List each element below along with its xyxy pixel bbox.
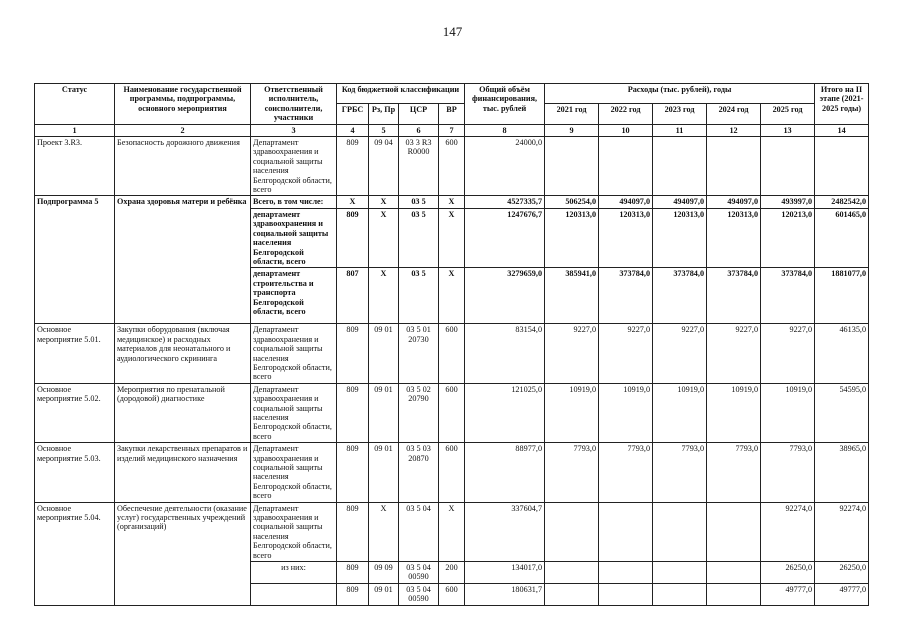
cell-total: 134017,0 bbox=[465, 562, 545, 584]
cell-2022: 10919,0 bbox=[599, 383, 653, 442]
cell-total: 4527335,7 bbox=[465, 196, 545, 208]
cell-sum: 46135,0 bbox=[815, 324, 869, 383]
cell-2021: 10919,0 bbox=[545, 383, 599, 442]
cell-status: Подпрограмма 5 bbox=[35, 196, 115, 324]
cell-grbs: 807 bbox=[337, 268, 369, 324]
cell-vr: Х bbox=[439, 196, 465, 208]
header-2021: 2021 год bbox=[545, 104, 599, 124]
cell-vr: 600 bbox=[439, 443, 465, 502]
cell-2025: 7793,0 bbox=[761, 443, 815, 502]
cell-executor: Департамент здравоохранения и социальной защиты населения Белгородской области, всего bbox=[251, 137, 337, 196]
cell-2021 bbox=[545, 502, 599, 561]
cell-2023: 494097,0 bbox=[653, 196, 707, 208]
cell-rzpr: 09 01 bbox=[369, 324, 399, 383]
cell-rzpr: 09 01 bbox=[369, 583, 399, 605]
table-row-activity-5-01 bbox=[35, 324, 869, 383]
column-number-row bbox=[35, 124, 869, 136]
table-row-activity-5-03 bbox=[35, 443, 869, 502]
cell-name: Закупки лекарственных препаратов и изделий медицинского назначения bbox=[115, 443, 251, 502]
header-rzpr: Рз, Пр bbox=[369, 104, 399, 124]
cell-status: Основное мероприятие 5.01. bbox=[35, 324, 115, 383]
cell-2022: 7793,0 bbox=[599, 443, 653, 502]
cell-vr: 600 bbox=[439, 324, 465, 383]
cell-name: Мероприятия по пренатальной (дородовой) диагностике bbox=[115, 383, 251, 442]
page-number: 147 bbox=[442, 24, 463, 39]
cell-2024 bbox=[707, 502, 761, 561]
cell-2021 bbox=[545, 137, 599, 196]
cell-2023: 9227,0 bbox=[653, 324, 707, 383]
column-number: 9 bbox=[545, 124, 599, 136]
column-number: 11 bbox=[653, 124, 707, 136]
cell-vr: 200 bbox=[439, 562, 465, 584]
cell-2024: 120313,0 bbox=[707, 208, 761, 267]
cell-2021 bbox=[545, 562, 599, 584]
cell-2021: 9227,0 bbox=[545, 324, 599, 383]
cell-name: Охрана здоровья матери и ребёнка bbox=[115, 196, 251, 324]
cell-2025: 120213,0 bbox=[761, 208, 815, 267]
cell-status: Основное мероприятие 5.03. bbox=[35, 443, 115, 502]
cell-vr: Х bbox=[439, 268, 465, 324]
cell-total: 337604,7 bbox=[465, 502, 545, 561]
cell-sum: 92274,0 bbox=[815, 502, 869, 561]
cell-executor: департамент здравоохранения и социальной защиты населения Белгородской области, всего bbox=[251, 208, 337, 267]
cell-2021: 7793,0 bbox=[545, 443, 599, 502]
cell-csr: 03 5 bbox=[399, 196, 439, 208]
cell-csr: 03 5 04 bbox=[399, 502, 439, 561]
cell-csr: 03 5 bbox=[399, 268, 439, 324]
cell-2024: 10919,0 bbox=[707, 383, 761, 442]
cell-csr: 03 5 02 20790 bbox=[399, 383, 439, 442]
cell-rzpr: 09 09 bbox=[369, 562, 399, 584]
cell-2025: 26250,0 bbox=[761, 562, 815, 584]
cell-2023 bbox=[653, 502, 707, 561]
column-number: 3 bbox=[251, 124, 337, 136]
cell-2024: 7793,0 bbox=[707, 443, 761, 502]
cell-total: 1247676,7 bbox=[465, 208, 545, 267]
table-row-activity-5-02 bbox=[35, 383, 869, 442]
cell-vr: Х bbox=[439, 502, 465, 561]
header-total-stage: Итого на II этапе (2021-2025 годы) bbox=[815, 84, 869, 125]
cell-name: Обеспечение деятельности (оказание услуг) государственных учреждений (организаций) bbox=[115, 502, 251, 605]
cell-2023 bbox=[653, 137, 707, 196]
cell-sum: 2482542,0 bbox=[815, 196, 869, 208]
cell-2024: 494097,0 bbox=[707, 196, 761, 208]
cell-rzpr: 09 01 bbox=[369, 383, 399, 442]
cell-sum: 54595,0 bbox=[815, 383, 869, 442]
cell-grbs: 809 bbox=[337, 443, 369, 502]
cell-2022 bbox=[599, 583, 653, 605]
header-budget-code: Код бюджетной классификации bbox=[337, 84, 465, 104]
cell-status: Основное мероприятие 5.02. bbox=[35, 383, 115, 442]
cell-vr: 600 bbox=[439, 583, 465, 605]
cell-2025: 9227,0 bbox=[761, 324, 815, 383]
cell-csr: 03 5 04 00590 bbox=[399, 583, 439, 605]
header-row-1 bbox=[35, 84, 869, 104]
cell-grbs: 809 bbox=[337, 137, 369, 196]
cell-executor: из них: bbox=[251, 562, 337, 584]
cell-2022: 373784,0 bbox=[599, 268, 653, 324]
column-number: 8 bbox=[465, 124, 545, 136]
cell-sum: 26250,0 bbox=[815, 562, 869, 584]
cell-total: 24000,0 bbox=[465, 137, 545, 196]
cell-csr: 03 5 03 20870 bbox=[399, 443, 439, 502]
cell-vr: 600 bbox=[439, 383, 465, 442]
cell-2023 bbox=[653, 583, 707, 605]
header-vr: ВР bbox=[439, 104, 465, 124]
cell-rzpr: Х bbox=[369, 196, 399, 208]
column-number: 14 bbox=[815, 124, 869, 136]
column-number: 2 bbox=[115, 124, 251, 136]
cell-grbs: 809 bbox=[337, 502, 369, 561]
cell-name: Закупки оборудования (включая медицинское) и расходных материалов для неонатального и аудиологического скрининга bbox=[115, 324, 251, 383]
cell-executor: Департамент здравоохранения и социальной защиты населения Белгородской области, всего bbox=[251, 324, 337, 383]
cell-2025: 92274,0 bbox=[761, 502, 815, 561]
cell-grbs: 809 bbox=[337, 208, 369, 267]
cell-sum: 49777,0 bbox=[815, 583, 869, 605]
cell-rzpr: 09 04 bbox=[369, 137, 399, 196]
cell-2025: 373784,0 bbox=[761, 268, 815, 324]
cell-vr: Х bbox=[439, 208, 465, 267]
cell-csr: 03 5 01 20730 bbox=[399, 324, 439, 383]
cell-2024 bbox=[707, 137, 761, 196]
header-executor: Ответственный исполнитель, соисполнители, участники bbox=[251, 84, 337, 125]
column-number: 12 bbox=[707, 124, 761, 136]
cell-2022: 494097,0 bbox=[599, 196, 653, 208]
cell-rzpr: Х bbox=[369, 502, 399, 561]
cell-2023: 7793,0 bbox=[653, 443, 707, 502]
cell-status: Основное мероприятие 5.04. bbox=[35, 502, 115, 605]
cell-csr: 03 5 bbox=[399, 208, 439, 267]
header-2022: 2022 год bbox=[599, 104, 653, 124]
cell-2022: 9227,0 bbox=[599, 324, 653, 383]
column-number: 4 bbox=[337, 124, 369, 136]
cell-2025: 493997,0 bbox=[761, 196, 815, 208]
cell-executor: Всего, в том числе: bbox=[251, 196, 337, 208]
cell-2021: 120313,0 bbox=[545, 208, 599, 267]
cell-status: Проект 3.R3. bbox=[35, 137, 115, 196]
cell-2021: 385941,0 bbox=[545, 268, 599, 324]
budget-table bbox=[34, 83, 869, 606]
cell-total: 83154,0 bbox=[465, 324, 545, 383]
cell-executor: Департамент здравоохранения и социальной защиты населения Белгородской области, всего bbox=[251, 502, 337, 561]
header-csr: ЦСР bbox=[399, 104, 439, 124]
cell-2022 bbox=[599, 137, 653, 196]
header-expenses: Расходы (тыс. рублей), годы bbox=[545, 84, 815, 104]
cell-sum: 601465,0 bbox=[815, 208, 869, 267]
header-total-funding: Общий объём финансирования, тыс. рублей bbox=[465, 84, 545, 125]
cell-2024 bbox=[707, 583, 761, 605]
cell-sum: 1881077,0 bbox=[815, 268, 869, 324]
cell-rzpr: Х bbox=[369, 208, 399, 267]
column-number: 5 bbox=[369, 124, 399, 136]
cell-csr: 03 5 04 00590 bbox=[399, 562, 439, 584]
header-grbs: ГРБС bbox=[337, 104, 369, 124]
cell-2024: 373784,0 bbox=[707, 268, 761, 324]
cell-executor: Департамент здравоохранения и социальной защиты населения Белгородской области, всего bbox=[251, 443, 337, 502]
cell-name: Безопасность дорожного движения bbox=[115, 137, 251, 196]
cell-2021 bbox=[545, 583, 599, 605]
column-number: 1 bbox=[35, 124, 115, 136]
header-2025: 2025 год bbox=[761, 104, 815, 124]
cell-csr: 03 3 R3 R0000 bbox=[399, 137, 439, 196]
cell-grbs: Х bbox=[337, 196, 369, 208]
column-number: 13 bbox=[761, 124, 815, 136]
cell-vr: 600 bbox=[439, 137, 465, 196]
header-2023: 2023 год bbox=[653, 104, 707, 124]
table-row-subprogram-5-total bbox=[35, 196, 869, 208]
cell-2023: 120313,0 bbox=[653, 208, 707, 267]
cell-2021: 506254,0 bbox=[545, 196, 599, 208]
cell-2025 bbox=[761, 137, 815, 196]
cell-rzpr: Х bbox=[369, 268, 399, 324]
table-row-activity-5-04 bbox=[35, 502, 869, 561]
header-status: Статус bbox=[35, 84, 115, 125]
cell-total: 121025,0 bbox=[465, 383, 545, 442]
cell-2024: 9227,0 bbox=[707, 324, 761, 383]
cell-grbs: 809 bbox=[337, 583, 369, 605]
cell-2023: 373784,0 bbox=[653, 268, 707, 324]
header-2024: 2024 год bbox=[707, 104, 761, 124]
cell-2024 bbox=[707, 562, 761, 584]
cell-total: 88977,0 bbox=[465, 443, 545, 502]
cell-2022 bbox=[599, 562, 653, 584]
cell-total: 3279659,0 bbox=[465, 268, 545, 324]
cell-2023: 10919,0 bbox=[653, 383, 707, 442]
cell-2022: 120313,0 bbox=[599, 208, 653, 267]
table-row-project-r3 bbox=[35, 137, 869, 196]
cell-2025: 49777,0 bbox=[761, 583, 815, 605]
cell-rzpr: 09 01 bbox=[369, 443, 399, 502]
cell-2022 bbox=[599, 502, 653, 561]
cell-grbs: 809 bbox=[337, 324, 369, 383]
cell-total: 180631,7 bbox=[465, 583, 545, 605]
header-name: Наименование государственной программы, подпрограммы, основного мероприятия bbox=[115, 84, 251, 125]
column-number: 6 bbox=[399, 124, 439, 136]
cell-grbs: 809 bbox=[337, 383, 369, 442]
cell-2023 bbox=[653, 562, 707, 584]
cell-sum bbox=[815, 137, 869, 196]
column-number: 7 bbox=[439, 124, 465, 136]
cell-executor bbox=[251, 583, 337, 605]
cell-sum: 38965,0 bbox=[815, 443, 869, 502]
cell-2025: 10919,0 bbox=[761, 383, 815, 442]
cell-executor: департамент строительства и транспорта Белгородской области, всего bbox=[251, 268, 337, 324]
column-number: 10 bbox=[599, 124, 653, 136]
cell-executor: Департамент здравоохранения и социальной защиты населения Белгородской области, всего bbox=[251, 383, 337, 442]
cell-grbs: 809 bbox=[337, 562, 369, 584]
